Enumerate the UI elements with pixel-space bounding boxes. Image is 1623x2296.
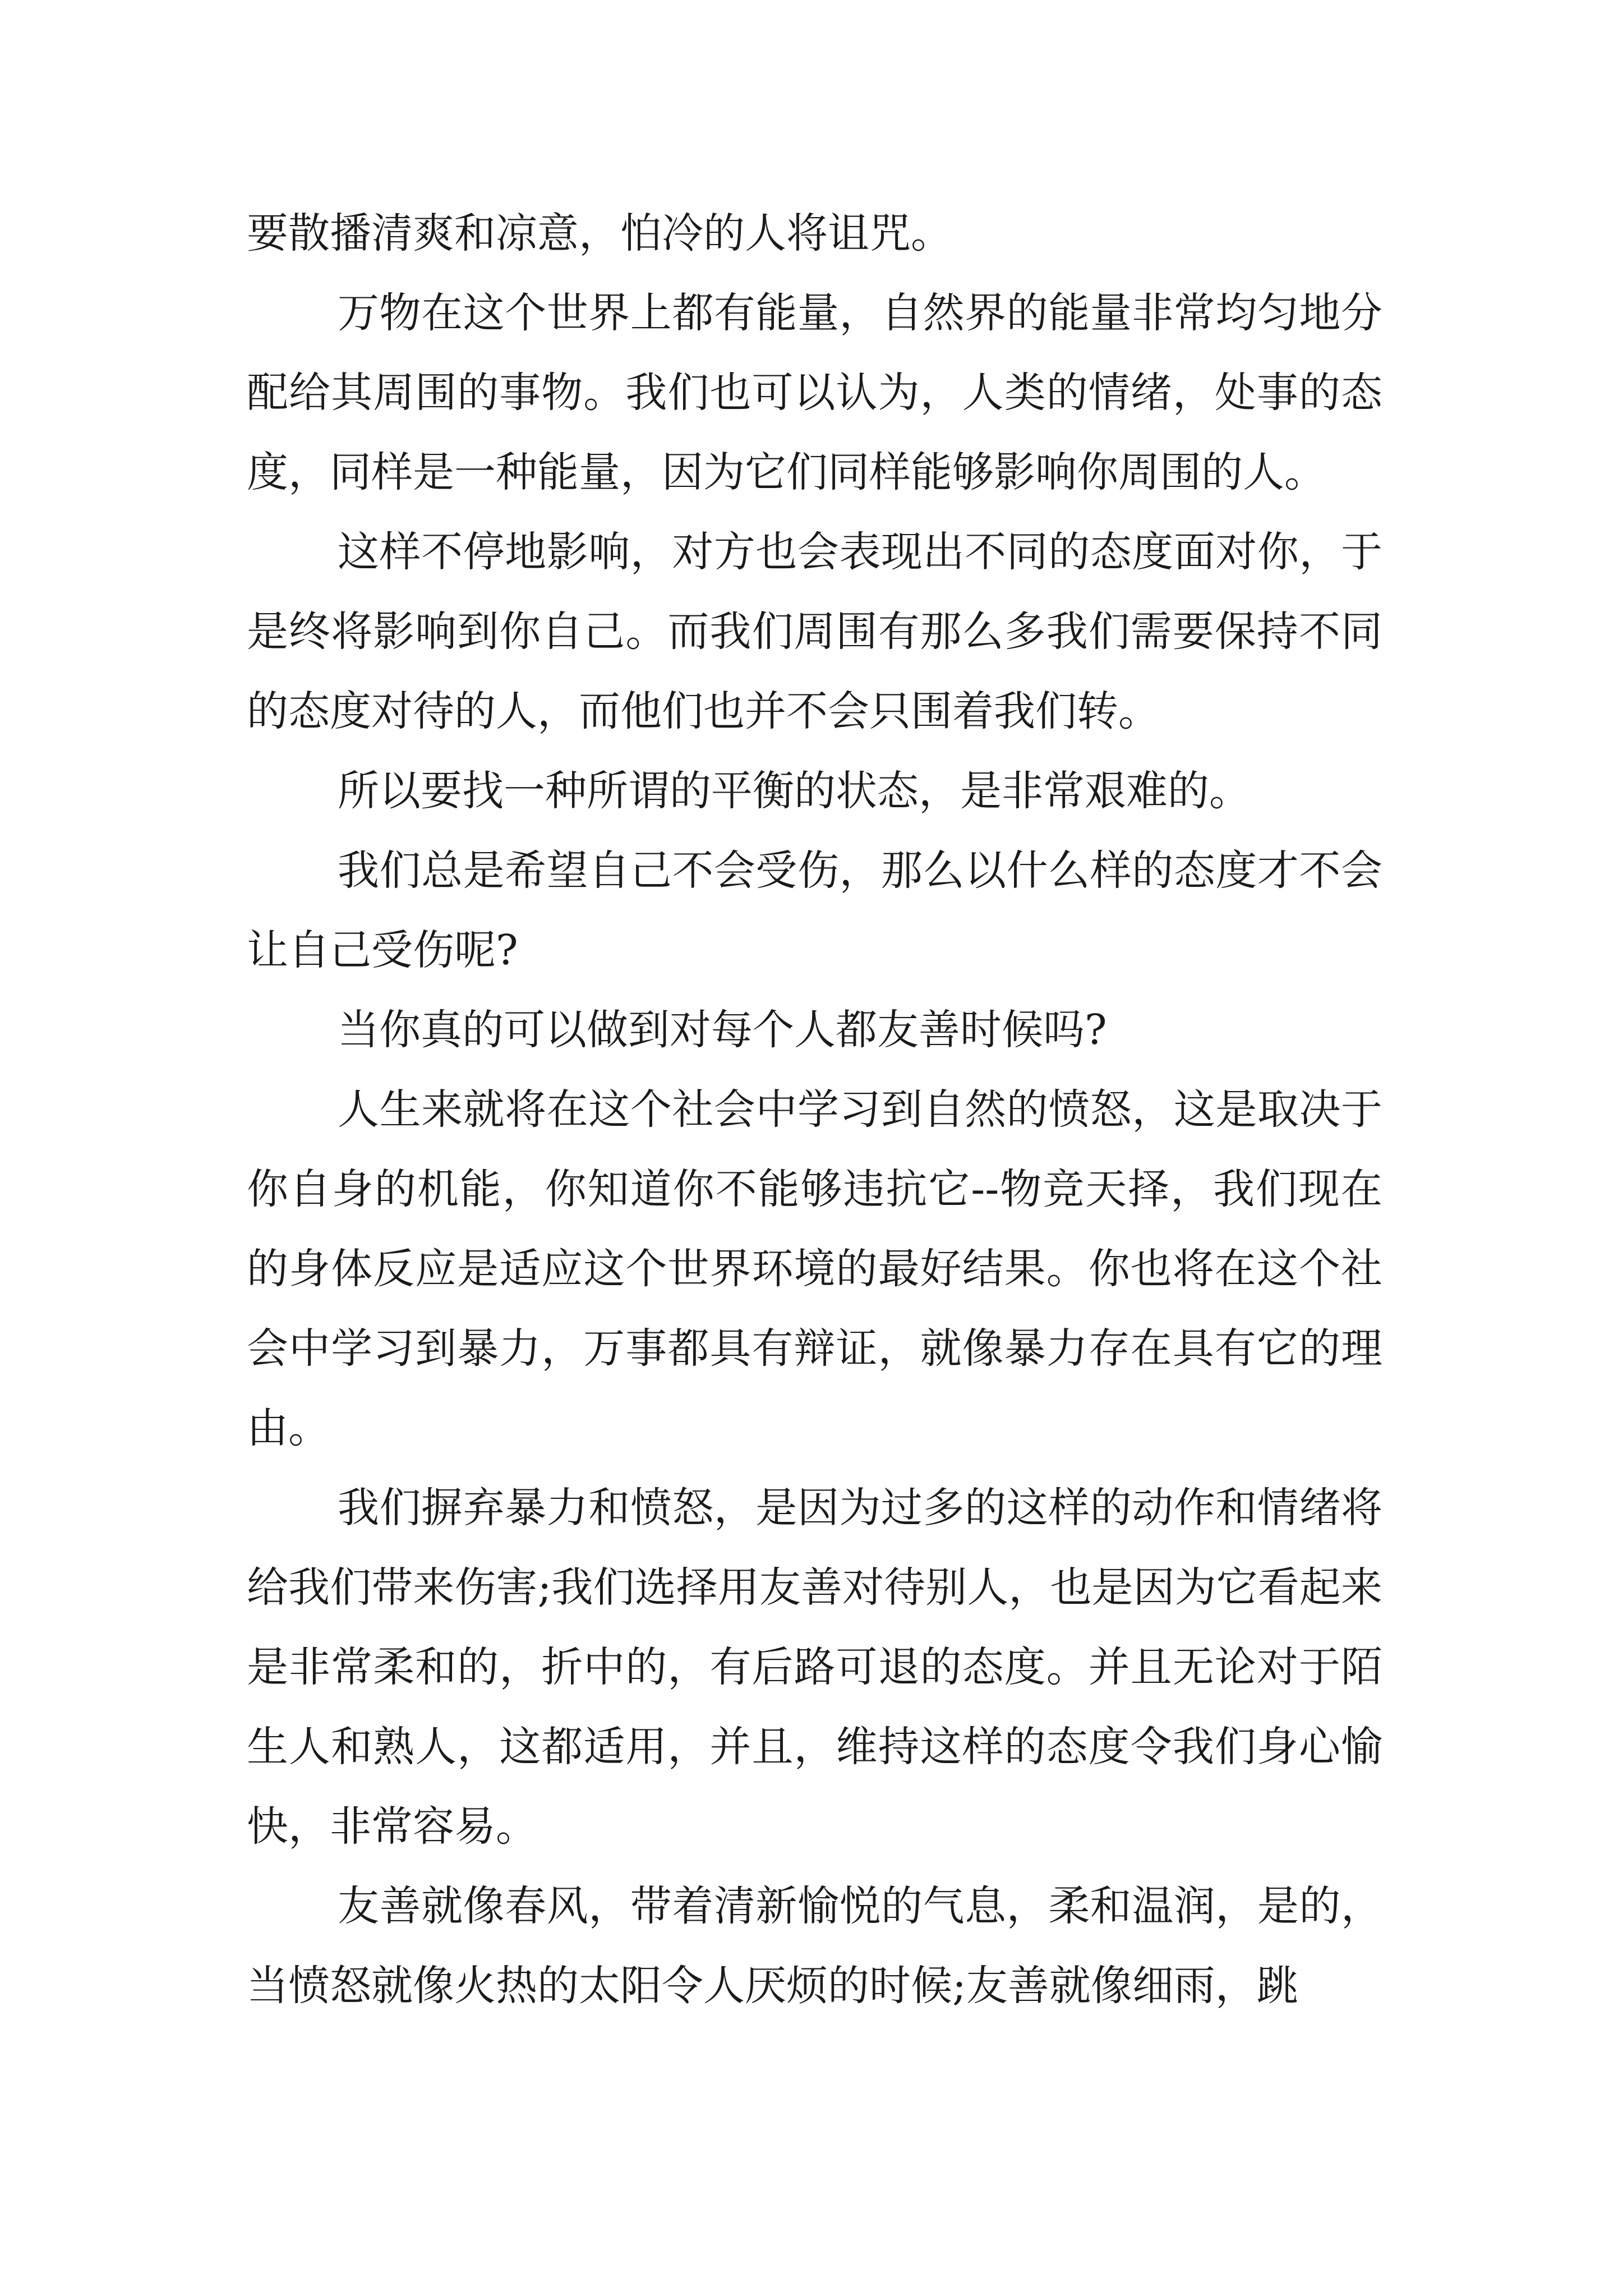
paragraph-8: 我们摒弃暴力和愤怒，是因为过多的这样的动作和情绪将给我们带来伤害;我们选择用友善对待别人，也是因为它看起来是非常柔和的，折中的，有后路可退的态度。并且无论对于陌生人和熟人，这都适用，并且，维持这样的态度令我们身心愉快，非常容易。 [247,1484,1382,1851]
paragraph-5: 我们总是希望自己不会受伤，那么以什么样的态度才不会让自己受伤呢? [247,846,1382,974]
paragraph-3: 这样不停地影响，对方也会表现出不同的态度面对你，于是终将影响到你自己。而我们周围有那么多我们需要保持不同的态度对待的人，而他们也并不会只围着我们转。 [247,528,1382,735]
paragraph-2: 万物在这个世界上都有能量，自然界的能量非常均匀地分配给其周围的事物。我们也可以认为，人类的情绪，处事的态度，同样是一种能量，因为它们同样能够影响你周围的人。 [247,289,1382,496]
paragraph-6: 当你真的可以做到对每个人都友善时候吗? [338,1006,1107,1054]
paragraph-1: 要散播清爽和凉意，怕冷的人将诅咒。 [247,209,952,257]
body-text [247,194,1382,2026]
paragraph-4: 所以要找一种所谓的平衡的状态，是非常艰难的。 [338,767,1251,815]
paragraph-7: 人生来就将在这个社会中学习到自然的愤怒，这是取决于你自身的机能，你知道你不能够违抗它--物竞天择，我们现在的身体反应是适应这个世界环境的最好结果。你也将在这个社会中学习到暴力，万事都具有辩证，就像暴力存在具有它的理由。 [247,1085,1382,1452]
paragraph-9: 友善就像春风，带着清新愉悦的气息，柔和温润，是的，当愤怒就像火热的太阳令人厌烦的时候;友善就像细雨，跳 [247,1882,1382,2010]
